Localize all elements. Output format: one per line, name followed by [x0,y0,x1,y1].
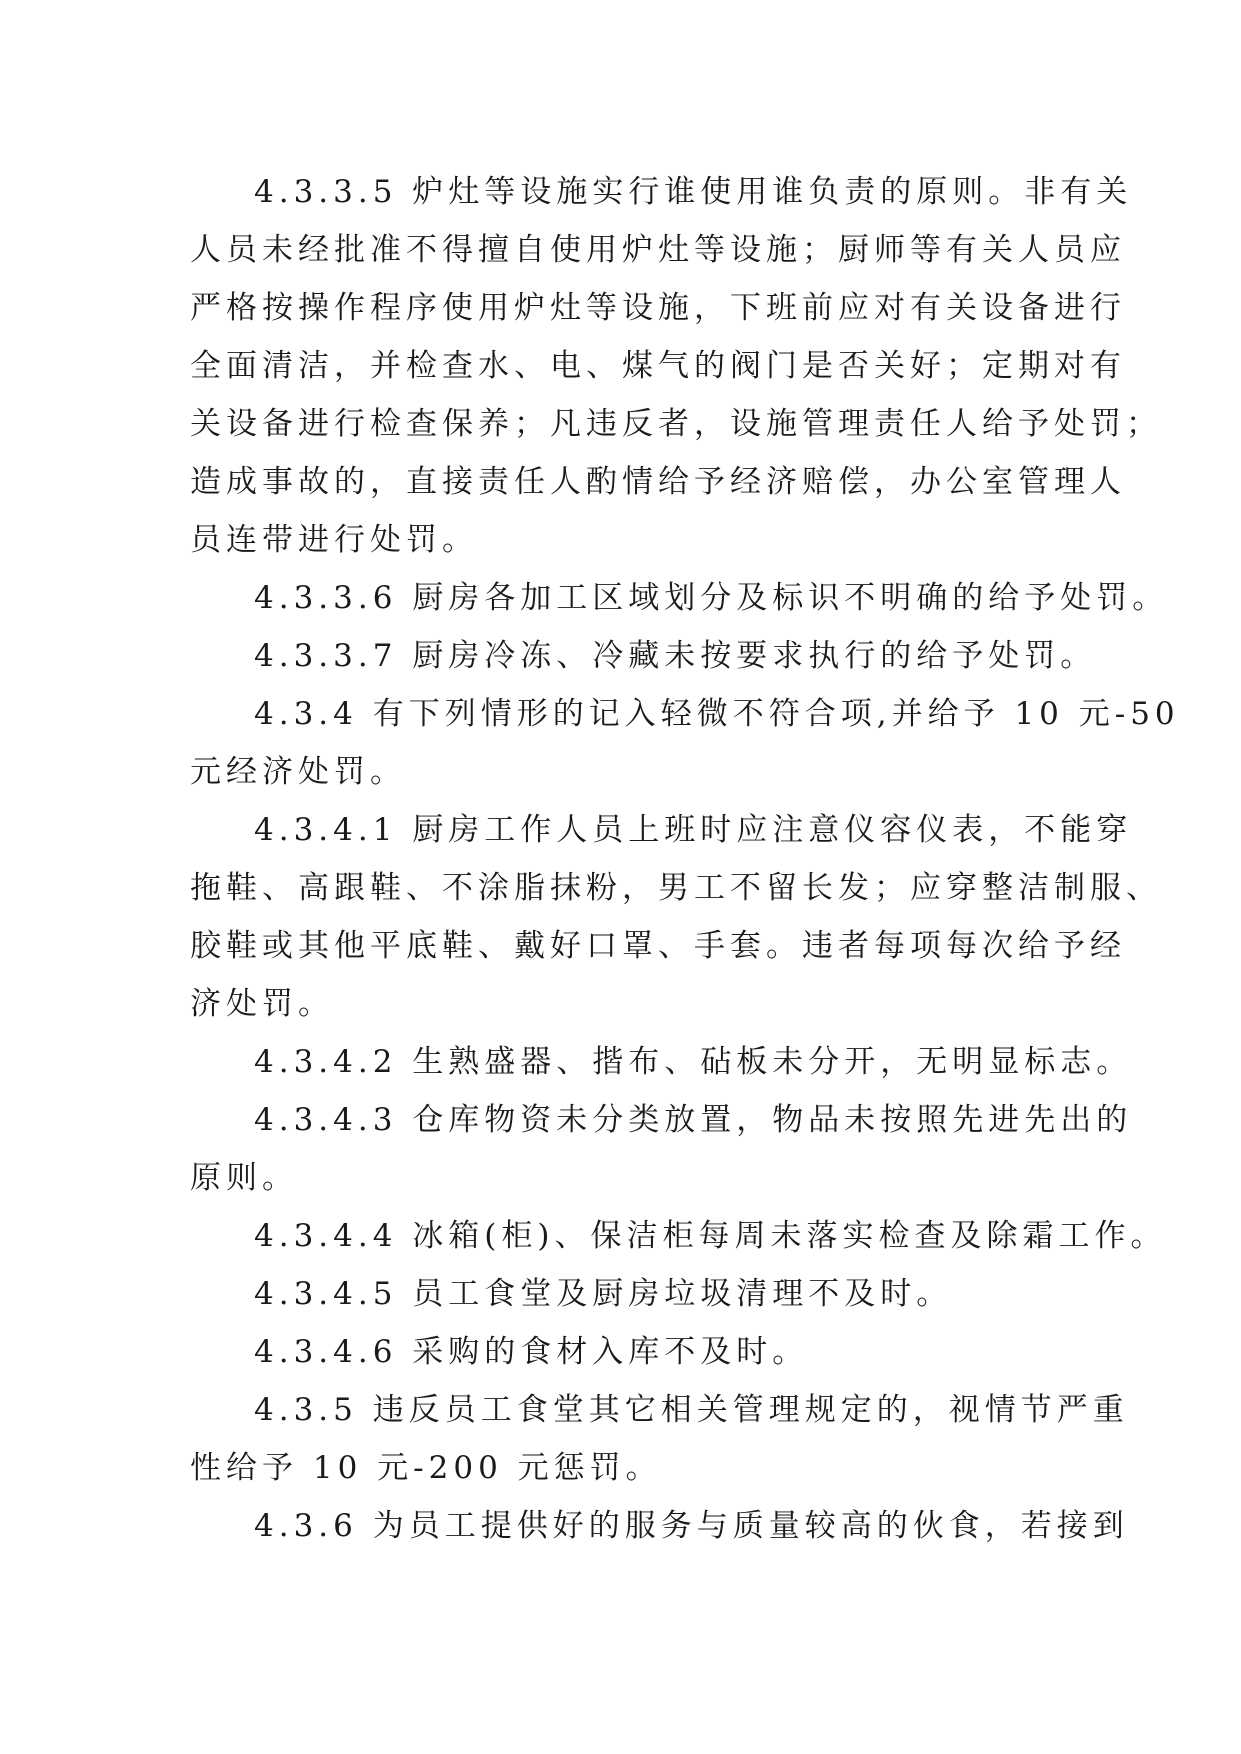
text-line: 拖鞋、高跟鞋、不涂脂抹粉，男工不留长发；应穿整洁制服、 [190,870,1162,906]
paragraph-4-3-4 [190,685,1180,801]
text-line: 4.3.4.6 采购的食材入库不及时。 [254,1334,809,1370]
text-line: 4.3.4.2 生熟盛器、揩布、砧板未分开，无明显标志。 [254,1044,1133,1080]
text-line: 4.3.5 违反员工食堂其它相关管理规定的，视情节严重 [254,1392,1129,1428]
text-line: 济处罚。 [190,986,334,1022]
text-line: 性给予 10 元-200 元惩罚。 [190,1450,662,1486]
paragraph-4-3-3-5 [190,163,1162,569]
paragraph-4-3-3-6 [190,569,1169,627]
text-line: 4.3.4.3 仓库物资未分类放置，物品未按照先进先出的 [254,1102,1133,1138]
paragraph-4-3-3-7 [190,627,1097,685]
text-line: 4.3.4 有下列情形的记入轻微不符合项,并给予 10 元-50 [254,696,1180,732]
paragraph-4-3-4-3 [190,1091,1133,1207]
paragraph-4-3-4-2 [190,1033,1133,1091]
paragraph-4-3-4-4 [190,1207,1167,1265]
text-line: 4.3.3.7 厨房冷冻、冷藏未按要求执行的给予处罚。 [254,638,1097,674]
text-line: 人员未经批准不得擅自使用炉灶等设施；厨师等有关人员应 [190,232,1126,268]
text-line: 全面清洁，并检查水、电、煤气的阀门是否关好；定期对有 [190,348,1126,384]
paragraph-4-3-6 [190,1497,1129,1555]
text-line: 严格按操作程序使用炉灶等设施，下班前应对有关设备进行 [190,290,1126,326]
text-line: 关设备进行检查保养；凡违反者，设施管理责任人给予处罚； [190,406,1162,442]
paragraph-4-3-4-1 [190,801,1162,1033]
text-line: 员连带进行处罚。 [190,522,478,558]
paragraph-4-3-4-5 [190,1265,1070,1323]
text-line: 胶鞋或其他平底鞋、戴好口罩、手套。违者每项每次给予经 [190,928,1126,964]
text-line: 元经济处罚。 [190,754,406,790]
text-line: 4.3.3.6 厨房各加工区域划分及标识不明确的给予处罚。 [254,580,1169,616]
text-line: 4.3.3.5 炉灶等设施实行谁使用谁负责的原则。非有关 [254,174,1133,210]
text-line: 4.3.4.4 冰箱(柜)、保洁柜每周未落实检查及除霜工作。 [254,1218,1167,1254]
text-line: 4.3.4.1 厨房工作人员上班时应注意仪容仪表，不能穿 [254,812,1133,848]
text-line: 造成事故的，直接责任人酌情给予经济赔偿，办公室管理人 [190,464,1126,500]
text-line: 4.3.4.5 员工食堂及厨房垃圾清理不及时。 [254,1276,953,1312]
document-body [190,163,1180,1555]
paragraph-4-3-5 [190,1381,1129,1497]
paragraph-4-3-4-6 [190,1323,1070,1381]
text-line: 原则。 [190,1160,298,1196]
text-line: 4.3.6 为员工提供好的服务与质量较高的伙食，若接到 [254,1508,1129,1544]
